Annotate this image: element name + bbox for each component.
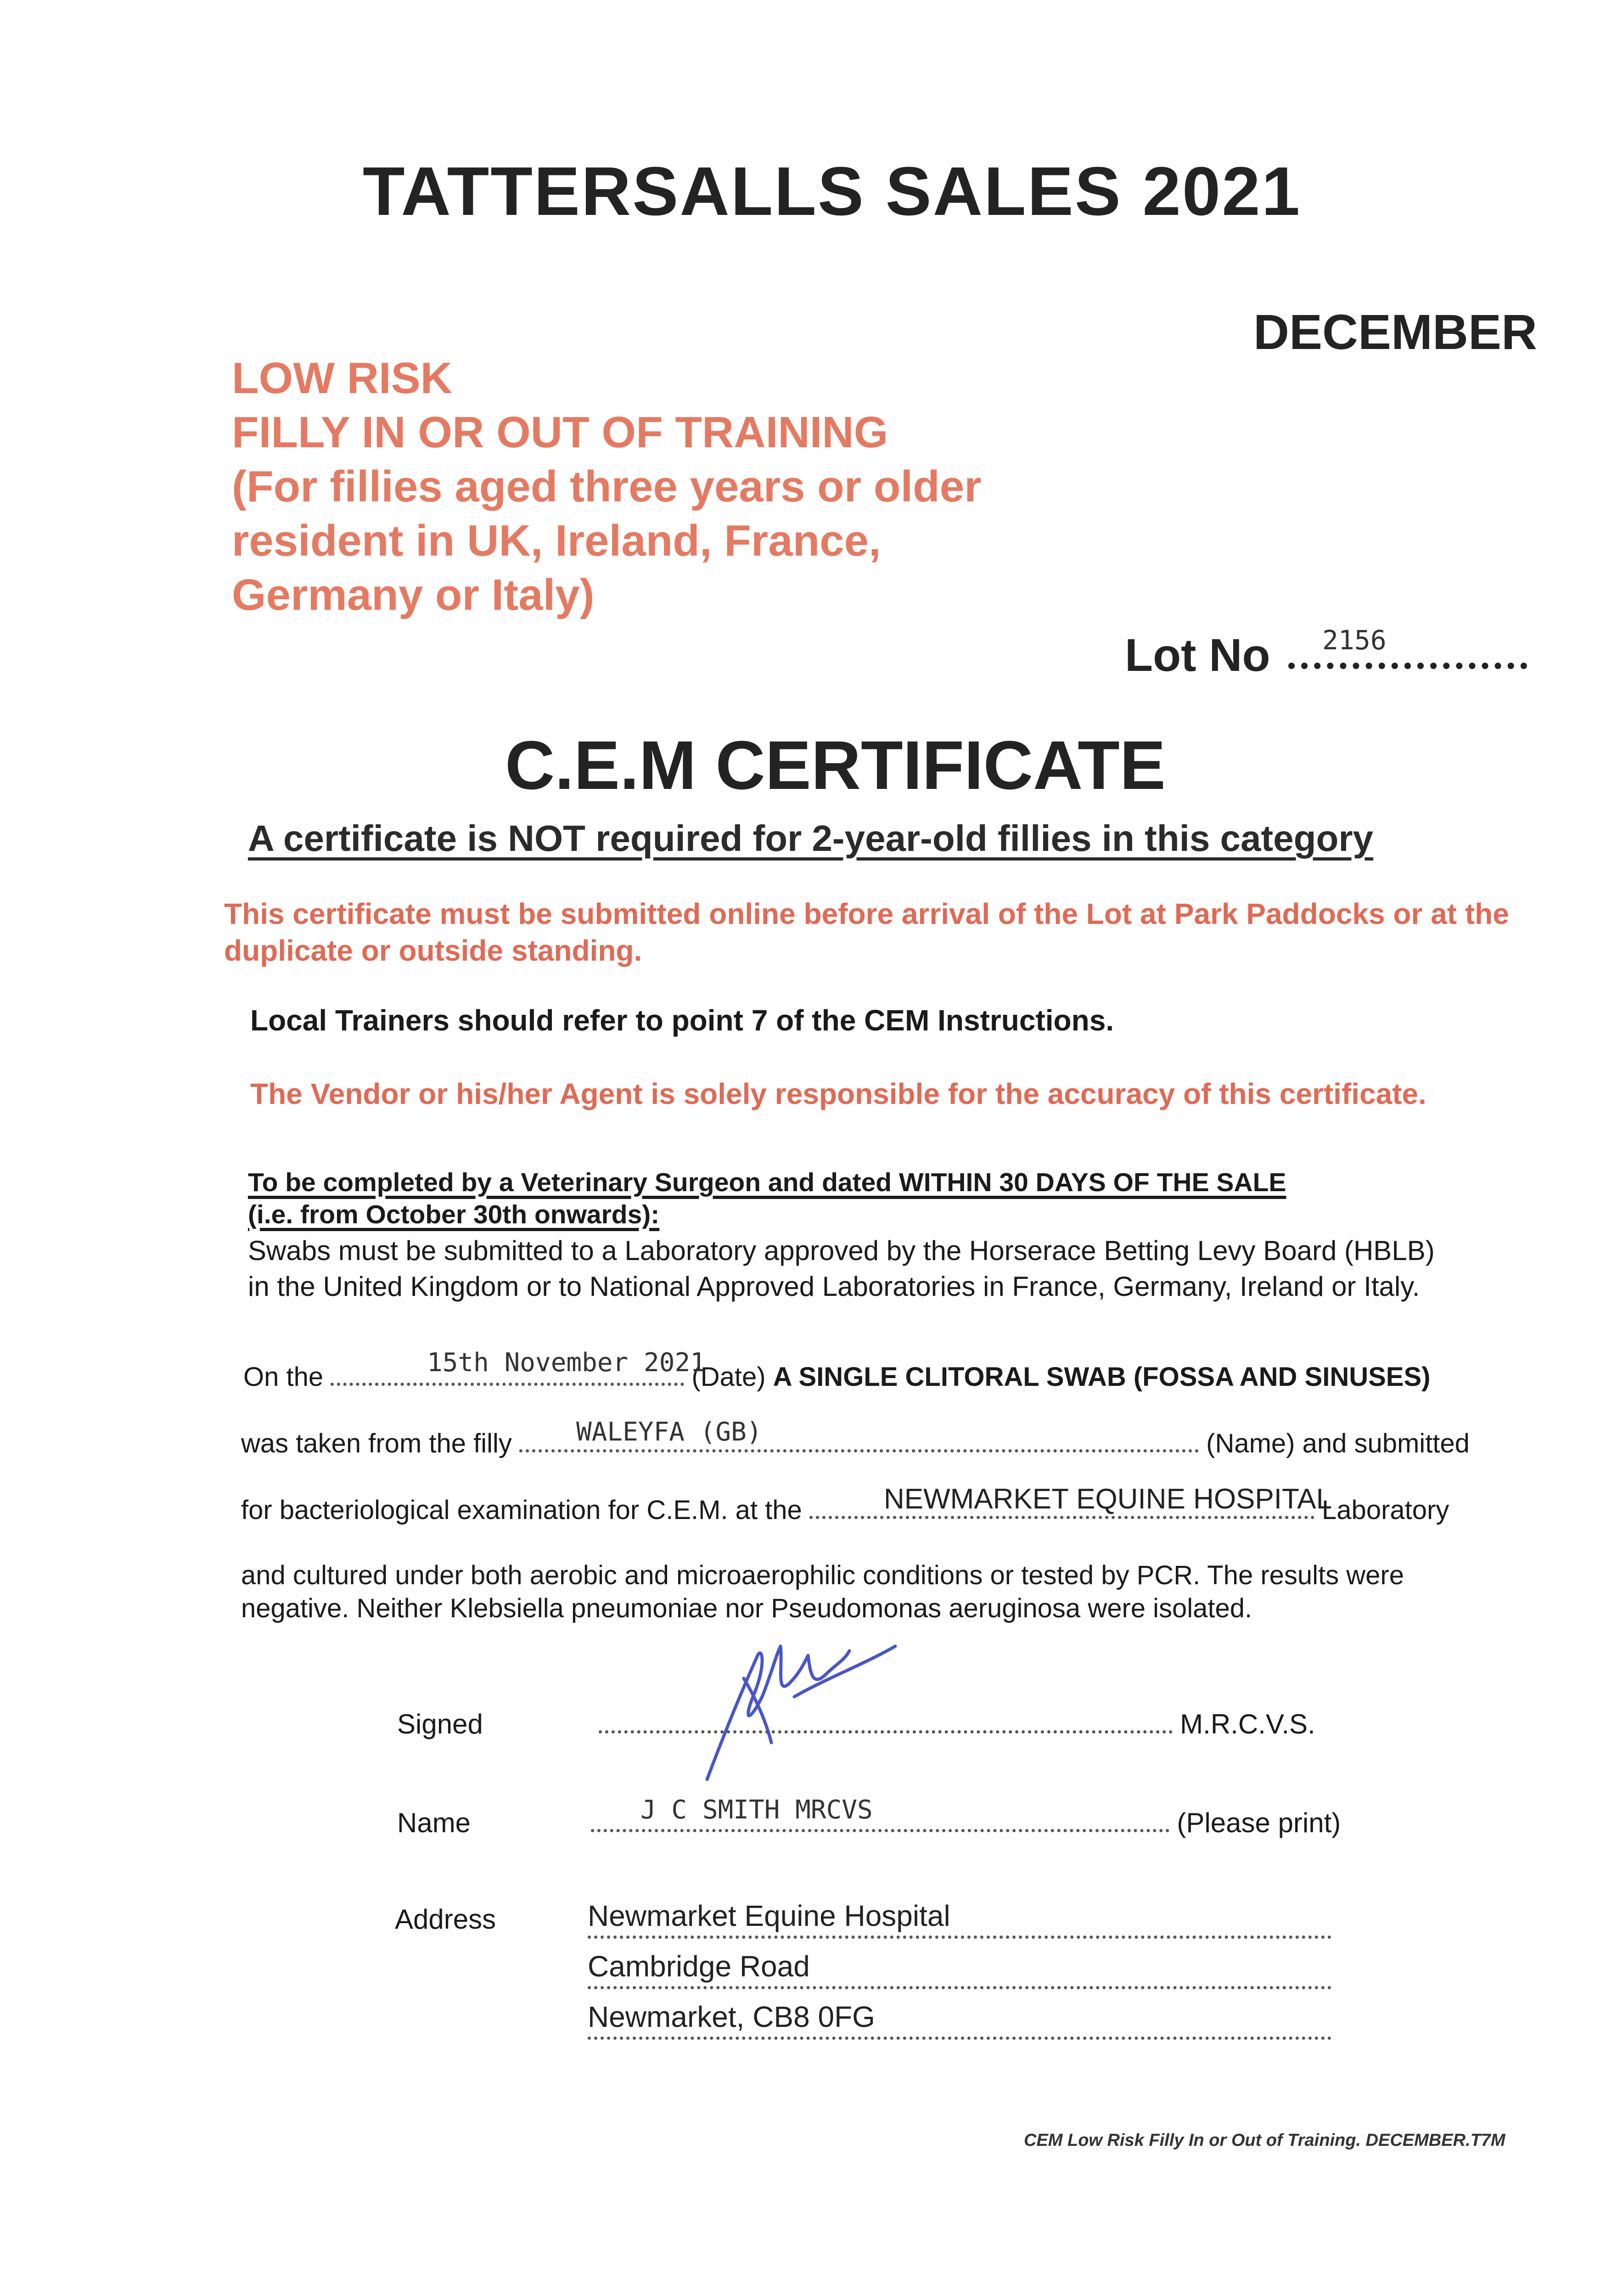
address-line: Newmarket, CB8 0FG: [588, 2000, 1331, 2040]
category-line: LOW RISK: [232, 354, 452, 403]
lot-value: 2156: [1322, 625, 1387, 656]
category-line: (For fillies aged three years or older: [232, 462, 982, 511]
laboratory-dotted-line: [809, 1516, 1314, 1519]
certificate-title: C.E.M CERTIFICATE: [505, 726, 1166, 804]
address-label: Address: [395, 1904, 496, 1935]
vet-instructions-heading: [248, 1166, 1286, 1231]
not-required-notice: A certificate is NOT required for 2-year-old fillies in this category: [248, 818, 1374, 859]
name-label: Name: [397, 1807, 471, 1838]
category-line: FILLY IN OR OUT OF TRAINING: [232, 408, 888, 457]
address-line: Newmarket Equine Hospital: [588, 1899, 1331, 1939]
sale-title: TATTERSALLS SALES 2021: [363, 152, 1302, 230]
vendor-responsibility-note: The Vendor or his/her Agent is solely responsible for the accuracy of this certificate.: [250, 1077, 1426, 1110]
signature-dotted-line: [599, 1730, 1173, 1733]
address-line: Cambridge Road: [588, 1949, 1331, 1989]
name-submitted-label: (Name) and submitted: [1206, 1429, 1470, 1458]
swab-type: A SINGLE CLITORAL SWAB (FOSSA AND SINUSES): [773, 1362, 1431, 1392]
for-exam-label: for bacteriological examination for C.E.M. at the: [241, 1495, 802, 1525]
filly-row: [241, 1417, 1470, 1459]
results-statement: [241, 1559, 1404, 1625]
local-trainers-note: Local Trainers should refer to point 7 of the CEM Instructions.: [250, 1004, 1114, 1037]
address-row: [395, 1899, 950, 2033]
results-line: negative. Neither Klebsiella pneumoniae nor Pseudomonas aeruginosa were isolated.: [241, 1593, 1252, 1623]
filly-dotted-line: [519, 1449, 1199, 1452]
category-line: Germany or Italy): [232, 570, 595, 619]
filly-name: WALEYFA (GB): [576, 1417, 762, 1447]
name-dotted-line: [591, 1829, 1169, 1832]
sale-month: DECEMBER: [1253, 304, 1538, 360]
laboratory-label: Laboratory: [1322, 1495, 1449, 1525]
date-value: 15th November 2021: [427, 1348, 706, 1378]
taken-from-label: was taken from the filly: [241, 1429, 512, 1458]
laboratory-row: [241, 1483, 1449, 1525]
vet-name-value: J C SMITH MRCVS: [640, 1795, 873, 1825]
lot-dotted-line: [1288, 663, 1527, 669]
on-the-label: On the: [243, 1362, 324, 1392]
date-dotted-line: [331, 1383, 684, 1386]
vet-heading-line: (i.e. from October 30th onwards):: [248, 1200, 660, 1229]
category-block: [232, 351, 1150, 622]
swabs-note: [248, 1233, 1435, 1305]
lot-number-field: [1125, 625, 1527, 682]
date-row: [243, 1348, 1431, 1392]
signed-row: [397, 1708, 1315, 1740]
please-print-label: (Please print): [1177, 1807, 1341, 1838]
category-line: resident in UK, Ireland, France,: [232, 516, 881, 565]
results-line: and cultured under both aerobic and microaerophilic conditions or tested by PCR. The results were: [241, 1560, 1404, 1590]
mrcvs-label: M.R.C.V.S.: [1180, 1709, 1315, 1739]
signed-label: Signed: [397, 1709, 483, 1739]
submission-note: This certificate must be submitted online before arrival of the Lot at Park Paddocks or at the duplicate or outside standing.: [224, 897, 1509, 967]
vet-heading-line: To be completed by a Veterinary Surgeon and dated WITHIN 30 DAYS OF THE SALE: [248, 1168, 1286, 1197]
form-code: CEM Low Risk Filly In or Out of Training. DECEMBER.T7M: [1024, 2131, 1505, 2150]
vet-name-row: [397, 1795, 1341, 1839]
date-label: (Date): [691, 1362, 766, 1392]
laboratory-name: NEWMARKET EQUINE HOSPITAL: [884, 1483, 1332, 1515]
swabs-line: in the United Kingdom or to National Approved Laboratories in France, Germany, Ireland or Italy.: [248, 1271, 1420, 1302]
swabs-line: Swabs must be submitted to a Laboratory approved by the Horserace Betting Levy Board (HBLB): [248, 1235, 1435, 1266]
lot-label: Lot No: [1125, 630, 1270, 681]
